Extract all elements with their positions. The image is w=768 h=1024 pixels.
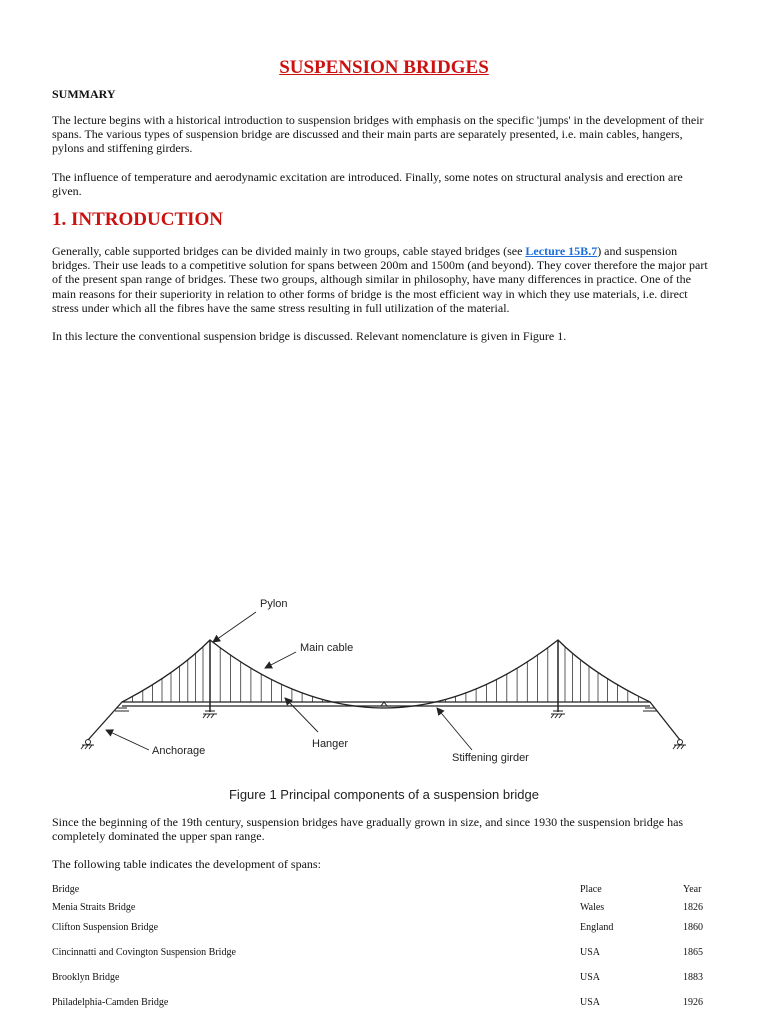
cell-bridge: Brooklyn Bridge: [52, 972, 120, 983]
cell-bridge: Cincinnatti and Covington Suspension Bridge: [52, 947, 236, 958]
summary-paragraph-2: The influence of temperature and aerodynamic excitation are introduced. Finally, some notes on structural analysis and erection are given.: [52, 170, 683, 199]
label-pylon: Pylon: [260, 598, 288, 610]
cell-place: USA: [580, 997, 601, 1008]
leader-arrows-group: [106, 612, 472, 750]
table-row: [52, 902, 720, 922]
intro-paragraph-2: In this lecture the conventional suspension bridge is discussed. Relevant nomenclature is given in Figure 1.: [52, 329, 567, 343]
table-row: [52, 922, 720, 947]
table-row: [52, 947, 720, 972]
label-main-cable: Main cable: [300, 642, 354, 654]
label-anchorage: Anchorage: [152, 745, 206, 757]
table-row: [52, 997, 720, 1022]
cell-year: 1926: [683, 997, 703, 1008]
label-stiffening-girder: Stiffening girder: [452, 752, 529, 764]
suspension-bridge-figure: [60, 590, 720, 780]
cell-place: England: [580, 922, 614, 933]
header-year: Year: [683, 884, 702, 895]
cell-place: USA: [580, 972, 601, 983]
cell-bridge: Menia Straits Bridge: [52, 902, 136, 913]
introduction-heading: 1. INTRODUCTION: [52, 209, 224, 230]
spans-growth-paragraph: Since the beginning of the 19th century, suspension bridges have gradually grown in size, and since 1930 the suspension bridge has completely dominated the upper span range.: [52, 815, 684, 844]
span-development-table: [52, 884, 720, 1022]
cell-place: Wales: [580, 902, 605, 913]
summary-heading: SUMMARY: [52, 87, 116, 101]
cell-year: 1826: [683, 902, 703, 913]
table-row: [52, 972, 720, 997]
intro-paragraph-1: [52, 244, 714, 315]
table-intro-paragraph: The following table indicates the development of spans:: [52, 857, 321, 871]
header-bridge: Bridge: [52, 884, 80, 895]
cell-place: USA: [580, 947, 601, 958]
supports-group: [81, 702, 686, 749]
table-header-row: [52, 884, 720, 902]
hangers-group: [133, 647, 639, 702]
summary-paragraph-1: The lecture begins with a historical introduction to suspension bridges with emphasis on the specific 'jumps' in the development of their spans. The various types of suspension bridge are discussed and their main parts are separately presented, i.e. main cables, hangers, pylons and stiffening girders.: [52, 113, 704, 156]
cell-year: 1860: [683, 922, 703, 933]
lecture-15b7-link[interactable]: Lecture 15B.7: [525, 244, 598, 258]
intro-text-before-link: Generally, cable supported bridges can be divided mainly in two groups, cable stayed bridges (see: [52, 244, 526, 258]
page-title: SUSPENSION BRIDGES: [279, 57, 489, 78]
cell-year: 1865: [683, 947, 703, 958]
cell-year: 1883: [683, 972, 703, 983]
cell-bridge: Philadelphia-Camden Bridge: [52, 997, 169, 1008]
intro-text-after-link: ) and suspension bridges. Their use leads to a competitive solution for spans between 200m and 1500m (and beyond). They cover therefore the major part of the present span range of bridges. These two groups, although similar in philosophy, have many differences in practice. One of the main reasons for their superiority in relation to other forms of bridge is the most efficient way in which they use materials, i.e. direct stress under which all the fibres have the same stress resulting in full utilization of the material.: [52, 244, 708, 315]
cell-bridge: Clifton Suspension Bridge: [52, 922, 159, 933]
label-hanger: Hanger: [312, 738, 349, 750]
main-cable-line: [88, 640, 680, 740]
header-place: Place: [580, 884, 602, 895]
figure-caption: Figure 1 Principal components of a suspension bridge: [228, 787, 539, 802]
